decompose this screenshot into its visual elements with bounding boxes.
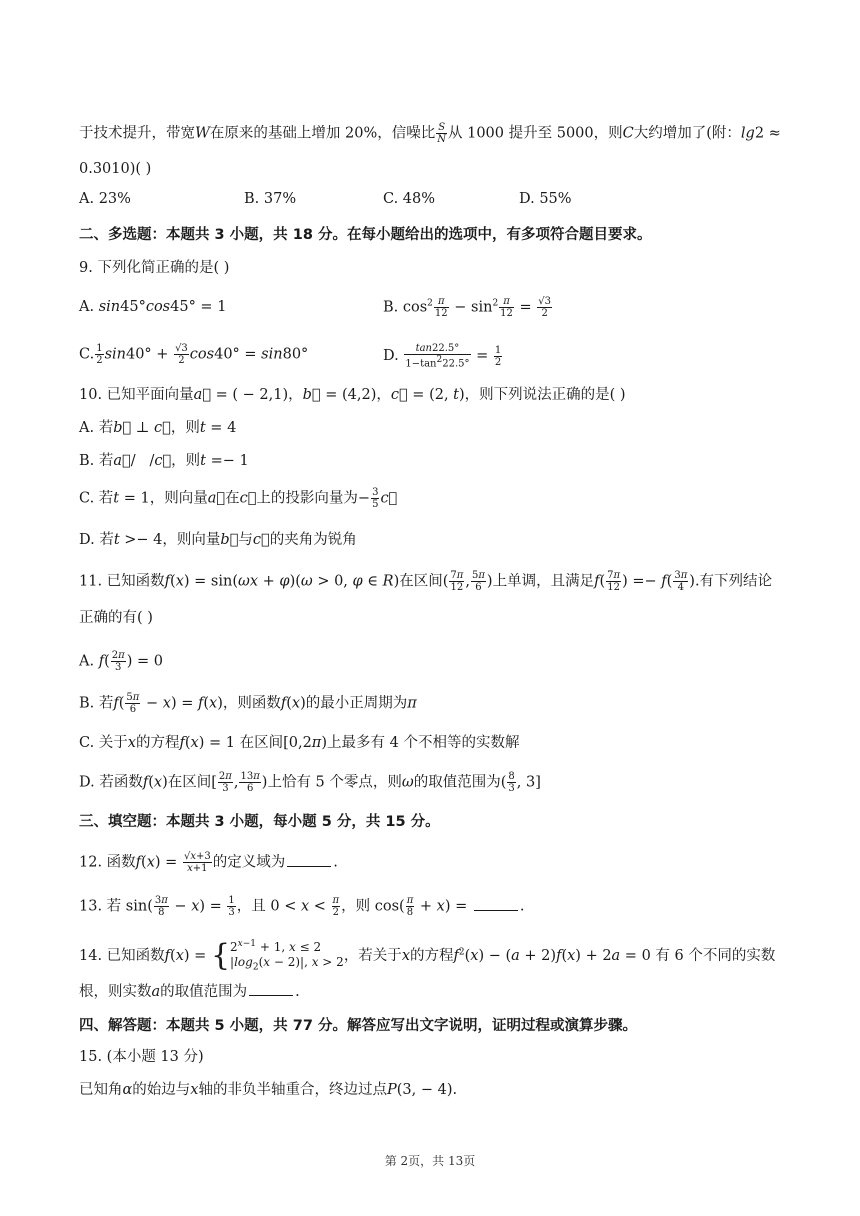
q12-answer-blank[interactable] <box>287 852 331 867</box>
q9-stem: 9. 下列化简正确的是( ) <box>79 260 230 276</box>
q10-option-d: D. 若t >− 4，则向量b⃗与c⃗的夹角为锐角 <box>79 532 357 548</box>
q15-stem: 已知角α的始边与x轴的非负半轴重合，终边过点P(3, − 4). <box>79 1082 458 1098</box>
q9-option-a: A. sin45°cos45° = 1 <box>79 299 227 315</box>
q11-option-b: B. 若f( $\frac{5\pi}{6}$ − x) = f(x)，则函数f(x)的最小正周期为π <box>79 692 417 715</box>
q11-stem-line2: 正确的有( ) <box>79 610 153 626</box>
section-4-heading: 四、解答题：本题共 5 小题，共 77 分。解答应写出文字说明，证明过程或演算步骤。 <box>79 1018 637 1034</box>
q8-option-d: D. 55% <box>519 191 572 207</box>
q13-answer-blank[interactable] <box>474 896 518 911</box>
q9-option-b: B. $\cos^2$ $\frac{\pi}{12}$ − $\sin^2$ $\frac{\pi}{12}$ = $\frac{√3}{2}$ <box>383 296 552 319</box>
q11-option-a: A. f( $\frac{2\pi}{3}$ ) = 0 <box>79 650 163 673</box>
q15-title: 15. (本小题 13 分) <box>79 1049 204 1065</box>
q8-line2: 0.3010)( ) <box>79 161 152 177</box>
q12: 12. 函数f(x) = $\frac{√x+3}{x+1}$ 的定义域为 . <box>79 851 338 874</box>
q10-option-c: C. 若t = 1，则向量a⃗在c⃗上的投影向量为− $\frac{3}{5}$ c⃗ <box>79 487 398 510</box>
q8-line1: 于技术提升，带宽W在原来的基础上增加 20%，信噪比 $\frac{S}{N}$ 从 1000 提升至 5000，则C大约增加了(附：lg2 ≈ <box>79 122 781 145</box>
q8-option-c: C. 48% <box>383 191 436 207</box>
q10-option-a: A. 若b⃗ ⊥ c⃗，则t = 4 <box>79 420 237 436</box>
q11-option-c: C. 关于x的方程f(x) = 1 在区间[0,2π)上最多有 4 个不相等的实数解 <box>79 735 520 751</box>
q9-option-c: C. $\frac{1}{2}$ sin40° + $\frac{√3}{2}$ cos40° = sin80° <box>79 343 309 366</box>
q11-stem: 11. 已知函数f(x) = sin(ωx + φ)(ω > 0, φ ∈ R)在区间( $\frac{7\pi}{12}$ , $\frac{5\pi}{6}$ )上单调，且满足f( $\frac{7\pi}{12}$ ) =− f( $\frac{3\pi}{4}$ ).有下列结论 <box>79 570 773 593</box>
q14-line2: 根，则实数a的取值范围为 . <box>79 981 800 1002</box>
q10-option-b: B. 若a⃗/ /c⃗，则t =− 1 <box>79 453 249 469</box>
q14-answer-blank[interactable] <box>249 981 293 996</box>
q8-option-a: A. 23% <box>79 191 131 207</box>
q8-option-b: B. 37% <box>244 191 297 207</box>
section-2-heading: 二、多选题：本题共 3 小题，共 18 分。在每小题给出的选项中，有多项符合题目要求。 <box>79 227 652 243</box>
q10-stem: 10. 已知平面向量a⃗ = ( − 2,1)，b⃗ = (4,2)，c⃗ = (2, t)，则下列说法正确的是( ) <box>79 387 626 403</box>
section-3-heading: 三、填空题：本题共 3 小题，每小题 5 分，共 15 分。 <box>79 814 440 830</box>
q9-option-d: D. $\frac{\tan 22.5^\circ}{1-\tan^222.5^\circ}$ = $\frac{1}{2}$ <box>383 343 502 370</box>
q11-option-d: D. 若函数f(x)在区间[ $\frac{2\pi}{3}$ , $\frac{13\pi}{6}$ )上恰有 5 个零点，则ω的取值范围为( $\frac{8}{3}$ , 3] <box>79 771 541 794</box>
page-footer: 第 2页，共 13页 <box>384 1154 476 1168</box>
q13: 13. 若 sin( $\frac{3\pi}{8}$ − x) = $\frac{1}{3}$ ，且 0 < x < $\frac{\pi}{2}$ ，则 cos( $\frac{\pi}{8}$ + x) = . <box>79 895 525 918</box>
q14: 14. 已知函数f(x) = { $2^{x-1} + 1$, x ≤ 2 $|\log_2(x - 2)|$, x > 2 ，若关于x的方程$f^2(x) - (a + 2)f(x) + 2a = 0$ 有 6 个不同的实数 <box>79 938 776 974</box>
